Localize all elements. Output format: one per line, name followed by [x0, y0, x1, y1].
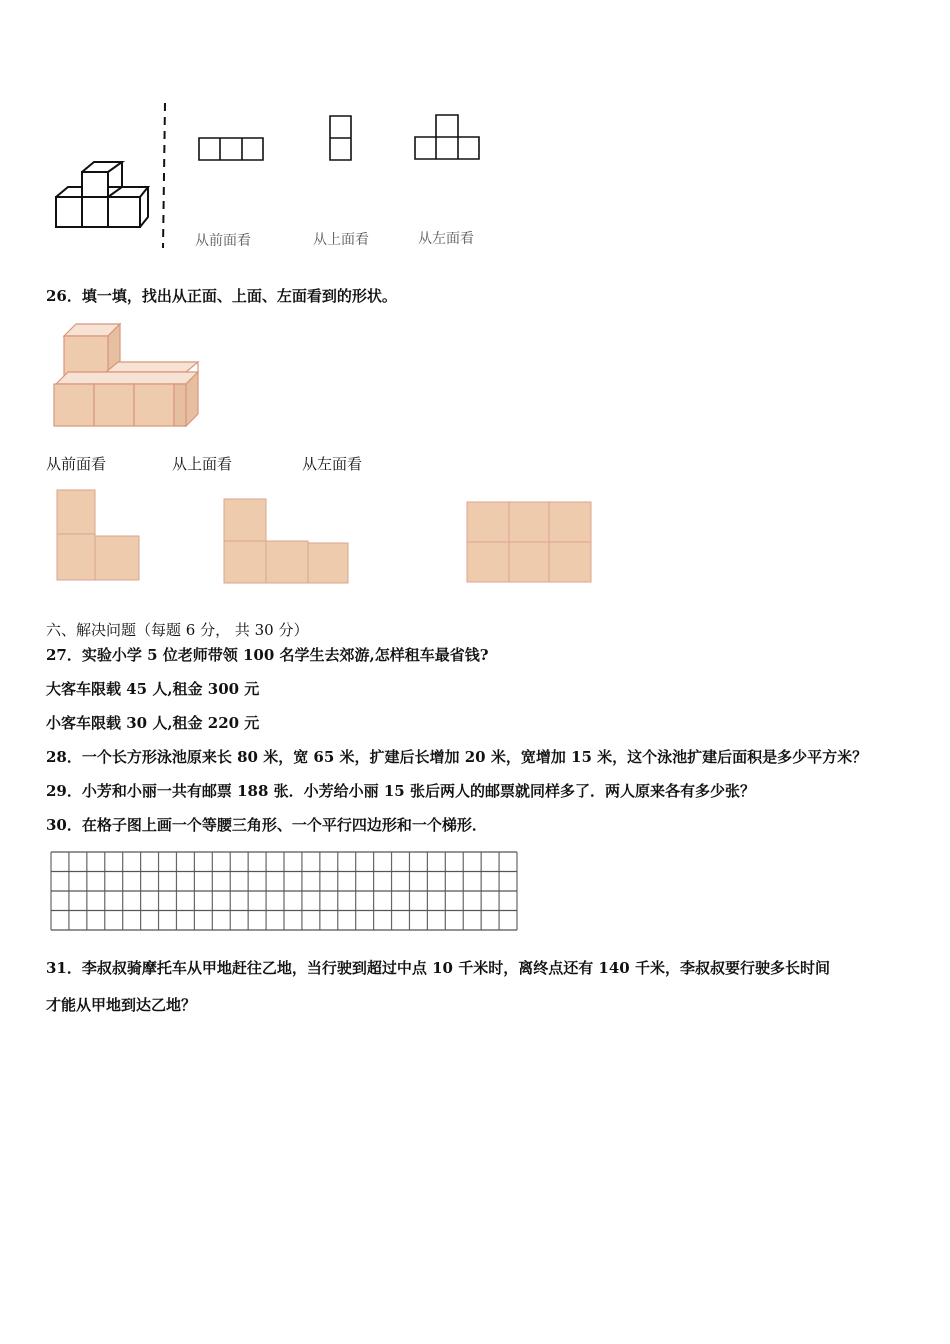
answer-top-view [222, 497, 352, 587]
answer-left-view [465, 500, 595, 586]
question-28: 28．一个长方形泳池原来长 80 米，宽 65 米，扩建后长增加 20 米，宽增加 15 米，这个泳池扩建后面积是多少平方米？ [46, 748, 868, 766]
drawing-grid[interactable] [50, 851, 520, 933]
answer-label-left: 从左面看 [302, 455, 363, 473]
top-view-drawing [328, 114, 354, 162]
question-29: 29．小芳和小丽一共有邮票 188 张．小芳给小丽 15 张后两人的邮票就同样多了．两人原来各有多少张？ [46, 782, 755, 800]
cube-stack-line-drawing [50, 155, 150, 235]
answer-label-front: 从前面看 [46, 455, 107, 473]
answer-label-top: 从上面看 [172, 455, 233, 473]
question-27-large-bus: 大客车限载 45 人,租金 300 元 [46, 680, 260, 698]
view-label-left: 从左面看 [418, 231, 474, 247]
question-31-line-2: 才能从甲地到达乙地？ [46, 996, 197, 1014]
question-27-small-bus: 小客车限载 30 人,租金 220 元 [46, 714, 260, 732]
question-27: 27．实验小学 5 位老师带领 100 名学生去郊游,怎样租车最省钱? [46, 646, 489, 664]
cube-stack-colored [50, 320, 205, 430]
left-view-drawing [413, 113, 483, 161]
view-label-front: 从前面看 [195, 233, 251, 249]
question-30: 30．在格子图上画一个等腰三角形、一个平行四边形和一个梯形． [46, 816, 487, 834]
question-31-line-1: 31．李叔叔骑摩托车从甲地赶往乙地，当行驶到超过中点 10 千米时，离终点还有 140 千米，李叔叔要行驶多长时间 [46, 959, 830, 977]
question-26: 26．填一填，找出从正面、上面、左面看到的形状。 [46, 287, 397, 305]
dashed-divider [160, 100, 170, 250]
front-view-drawing [197, 136, 267, 162]
section-6-title: 六、解决问题（每题 6 分， 共 30 分） [46, 621, 309, 639]
answer-front-view [55, 488, 145, 583]
view-label-top: 从上面看 [313, 232, 369, 248]
